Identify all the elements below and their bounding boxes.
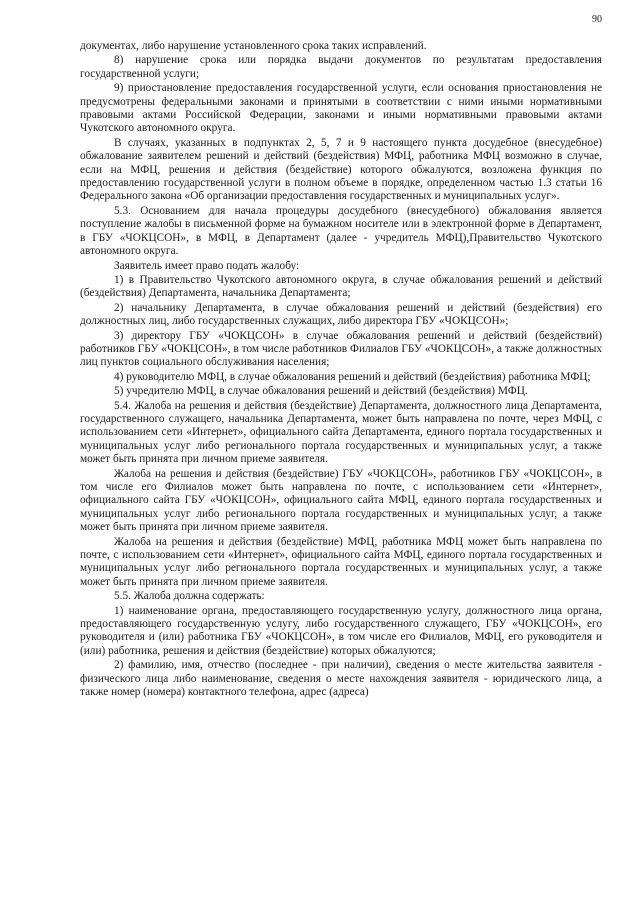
paragraph-complaint-4: 4) руководителю МФЦ, в случае обжалования решений и действий (бездействия) работника МФЦ; [114,370,591,383]
paragraph-mfc-complaint: Жалоба на решения и действия (бездействие) МФЦ, работника МФЦ может быть направлена по почте, с использованием сети «Интернет», официального сайта МФЦ, единого портала государственных и муниципальных услуг либо регионального портала государственных и муниципальных услуг, а также может быть принята при личном приеме заявителя. [80,535,602,588]
document-body [80,40,602,701]
paragraph-cases: В случаях, указанных в подпунктах 2, 5, 7 и 9 настоящего пункта досудебное (внесудебное) обжалование заявителем решений и действий (бездействия) МФЦ, работника МФЦ возможно в случае, если на МФЦ, решения и действия (бездействие) которого обжалуются, возложена функция по предоставлению государственной услуги в полном объеме в порядке, определенном частью 1.3 статьи 16 Федерального закона «Об организации предоставления государственных и муниципальных услуг». [80,136,602,203]
paragraph-item-8: 8) нарушение срока или порядка выдачи документов по результатам предоставления государственной услуги; [80,54,602,80]
paragraph-content-2: 2) фамилию, имя, отчество (последнее - при наличии), сведения о месте жительства заявителя - физического лица либо наименование, сведения о месте нахождения заявителя - юридического лица, а также номер (номера) контактного телефона, адрес (адреса) [80,659,602,699]
paragraph-complaint-1: 1) в Правительство Чукотского автономного округа, в случае обжалования решений и действий (бездействия) Департамента, начальника Департамента; [80,273,602,300]
paragraph-5-5: 5.5. Жалоба должна содержать: [114,590,265,603]
paragraph-complaint-5: 5) учредителю МФЦ, в случае обжалования решений и действий (бездействия) МФЦ. [114,385,528,398]
paragraph-5-3: 5.3. Основанием для начала процедуры досудебного (внесудебного) обжалования является поступление жалобы в письменной форме на бумажном носителе или в электронной форме в Департамент, в ГБУ «ЧОКЦСОН», в МФЦ, в Департамент (далее - учредитель МФЦ),Правительство Чукотского автономного округа. [80,204,602,258]
paragraph-content-1: 1) наименование органа, предоставляющего государственную услугу, должностного лица органа, предоставляющего государственную услугу, либо государственного служащего, ГБУ «ЧОКЦСОН», его руководителя и (или) работника ГБУ «ЧОКЦСОН», в том числе его Филиалов, МФЦ, его руководителя и (или) работника, решения и действия (бездействие) которых обжалуются; [80,604,602,657]
paragraph-continuation: документах, либо нарушение установленного срока таких исправлений. [80,40,427,52]
page-number: 90 [592,14,602,25]
paragraph-5-4: 5.4. Жалоба на решения и действия (бездействие) Департамента, должностного лица Департамента, государственного служащего, начальника Департамента, может быть направлена по почте, через МФЦ, с использованием сети «Интернет», официального сайта Департамента, единого портала государственных и муниципальных услуг либо регионального портала государственных и муниципальных услуг, а также может быть принята при личном приеме заявителя. [80,399,602,466]
paragraph-complaint-3: 3) директору ГБУ «ЧОКЦСОН» в случае обжалования решений и действий (бездействий) работников ГБУ «ЧОКЦСОН», в том числе работников Филиалов ГБУ «ЧОКЦСОН», а также должностных лиц пунктов социального обслуживания населения; [80,329,602,369]
paragraph-gbu-complaint: Жалоба на решения и действия (бездействие) ГБУ «ЧОКЦСОН», работников ГБУ «ЧОКЦСОН», в том числе его Филиалов может быть направлена по почте, с использованием сети «Интернет», официального сайта ГБУ «ЧОКЦСОН», официального сайта МФЦ, единого портала государственных и муниципальных услуг либо регионального портала государственных и муниципальных услуг, а также может быть принята при личном приеме заявителя. [80,467,602,534]
paragraph-item-9: 9) приостановление предоставления государственной услуги, если основания приостановления не предусмотрены федеральными законами и принятыми в соответствии с ними иными нормативными правовыми актами Российской Федерации, законами и иными нормативными правовыми актами Чукотского автономного округа. [80,82,602,135]
paragraph-right-to-complain: Заявитель имеет право подать жалобу: [114,259,300,272]
paragraph-complaint-2: 2) начальнику Департамента, в случае обжалования решений и действий (бездействия) его должностных лиц, либо государственных служащих, либо директора ГБУ «ЧОКЦСОН»; [80,301,602,328]
